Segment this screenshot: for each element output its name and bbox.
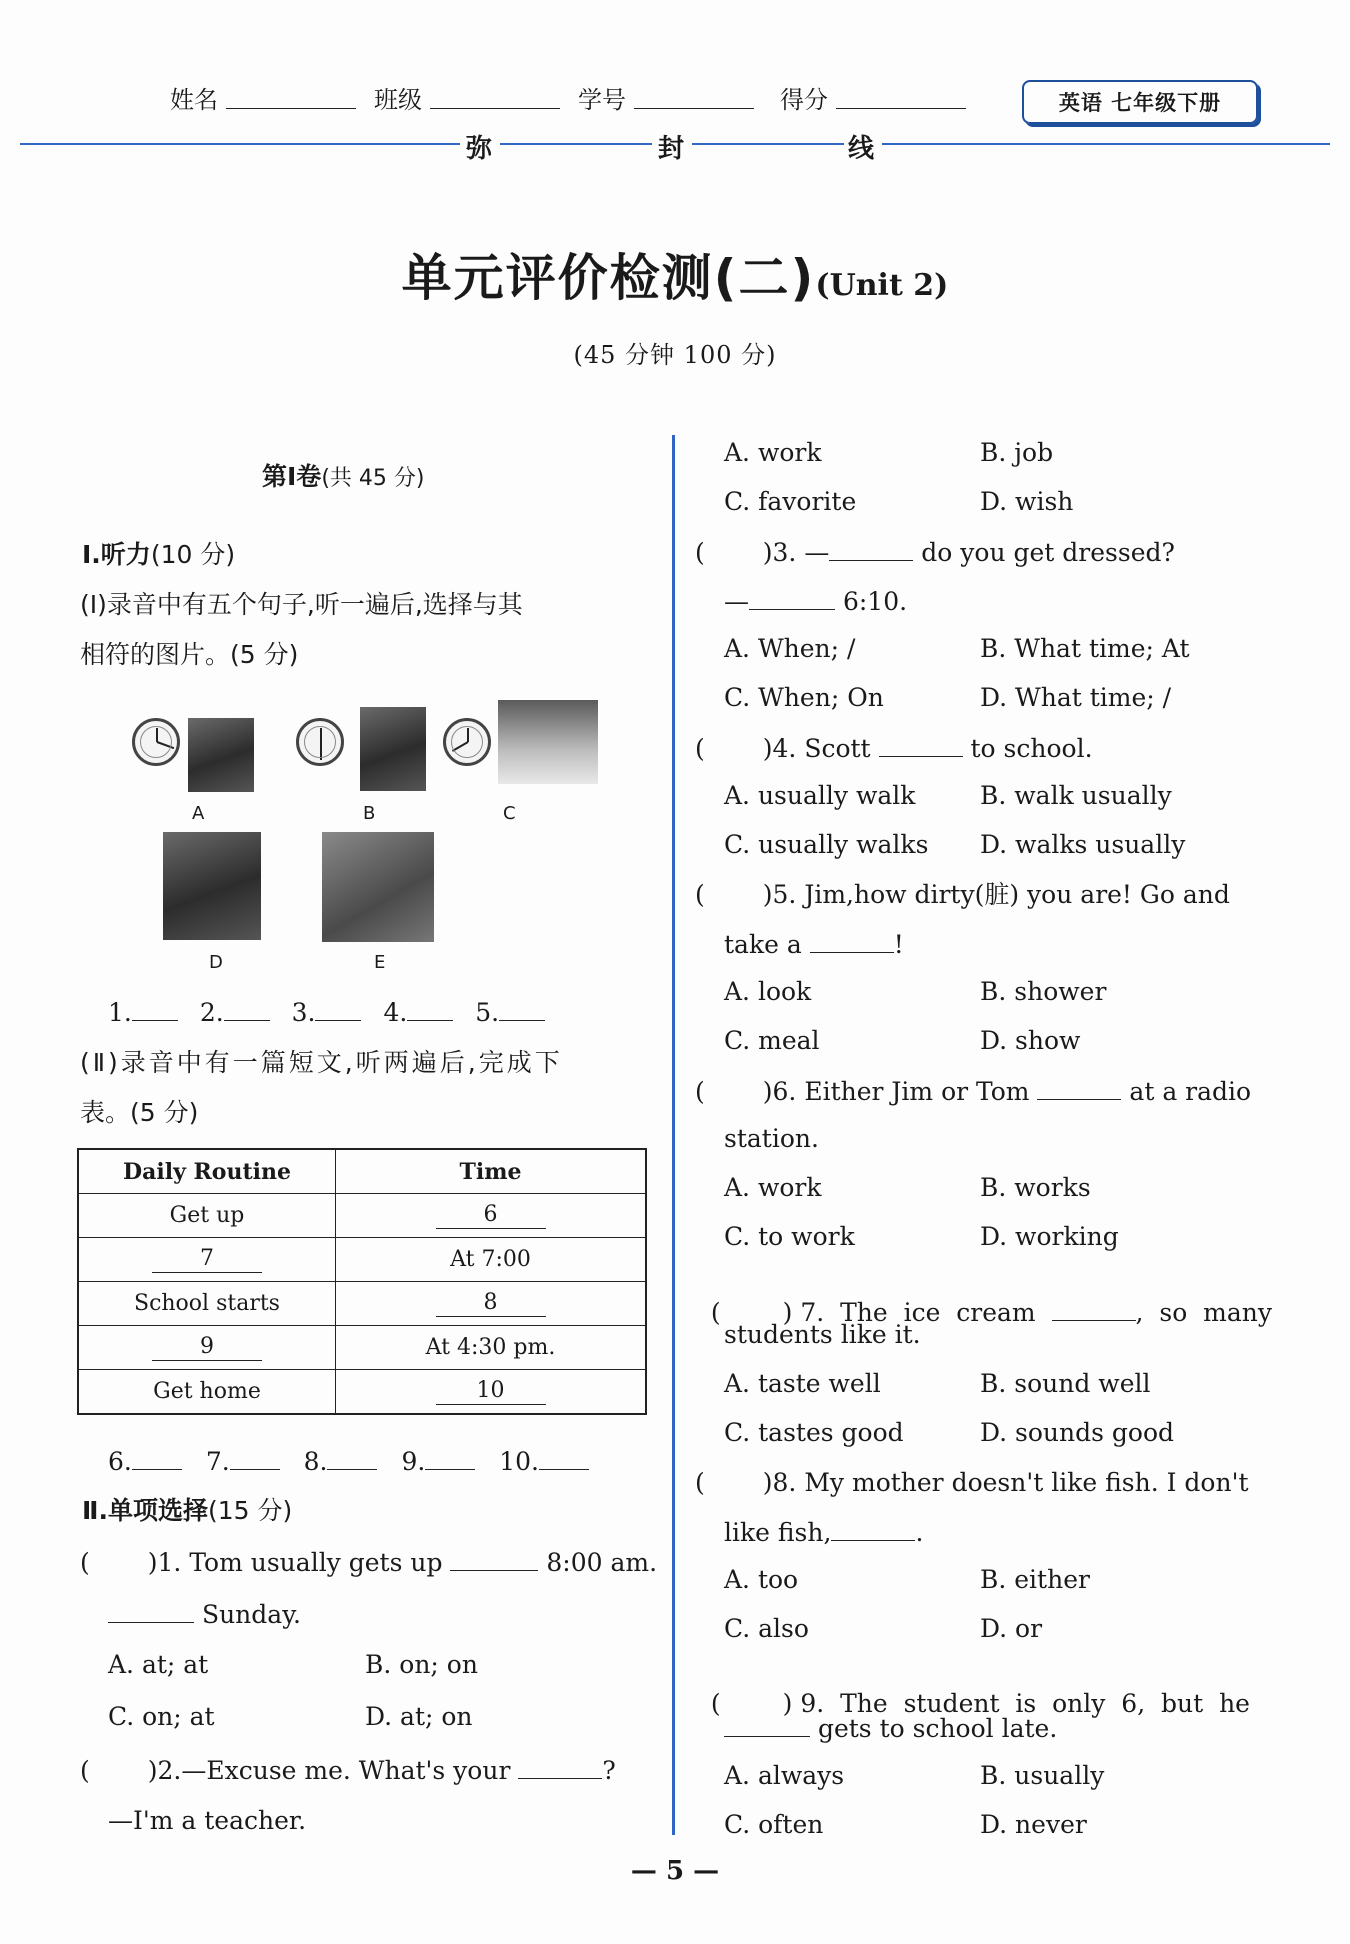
q2-option-d[interactable]: D. wish: [980, 487, 1074, 516]
blank-8[interactable]: 8: [436, 1291, 546, 1316]
q1-text-c: Sunday.: [201, 1600, 301, 1629]
answer-blank-2[interactable]: [224, 998, 270, 1021]
answer-slot-7[interactable]: [721, 1299, 783, 1321]
answer-blank-1[interactable]: [132, 998, 178, 1021]
q9-option-b[interactable]: B. usually: [980, 1761, 1105, 1790]
q5-option-b[interactable]: B. shower: [980, 977, 1107, 1006]
q5-option-a[interactable]: A. look: [724, 977, 812, 1006]
question-1-line-2: [108, 1600, 301, 1627]
answer-paren: (: [710, 1298, 721, 1327]
answer-blank-5[interactable]: [499, 998, 545, 1021]
answer-num-3: 3.: [291, 998, 316, 1027]
choice-score: (15 分): [207, 1496, 293, 1525]
q5-option-c[interactable]: C. meal: [724, 1026, 820, 1055]
q7-option-c[interactable]: C. tastes good: [724, 1418, 904, 1447]
q3-text-c: —: [724, 587, 749, 616]
q8-option-c[interactable]: C. also: [724, 1614, 809, 1643]
answer-blank-9[interactable]: [425, 1447, 475, 1470]
q8-text-b: like fish,: [724, 1518, 832, 1547]
q1-text-b: 8:00 am.: [546, 1548, 658, 1577]
q9-text-a: ) 9. The student is only 6, but he: [782, 1689, 1250, 1718]
q8-text-a: )8. My mother doesn't like fish. I don't: [762, 1468, 1249, 1497]
q4-text-a: )4. Scott: [762, 734, 871, 763]
class-label: 班级: [374, 86, 422, 114]
q1-text-a: )1. Tom usually gets up: [147, 1548, 443, 1577]
q5-text-b: take a: [724, 930, 802, 959]
question-7-line-1: [695, 1273, 1272, 1325]
q1-option-c[interactable]: C. on; at: [108, 1702, 215, 1731]
part1-heading: [262, 464, 424, 490]
q5-text-c: !: [893, 930, 904, 959]
answer-row-1-5: [108, 998, 545, 1025]
question-1-line-1: [80, 1548, 657, 1575]
question-5-line-2: [724, 930, 904, 957]
seal-char-3: 线: [848, 134, 875, 164]
subject-badge: 英语 七年级下册: [1022, 80, 1258, 124]
answer-paren: (: [695, 1468, 705, 1497]
answer-slot-2[interactable]: [90, 1757, 148, 1779]
page-title: [0, 238, 1350, 310]
photo-c-shower: [498, 700, 598, 784]
photo-d-studying: [163, 832, 261, 940]
clock-icon-c: [443, 718, 491, 766]
answer-num-1: 1.: [108, 998, 132, 1027]
table-cell-blank[interactable]: [336, 1282, 647, 1326]
answer-num-4: 4.: [383, 998, 408, 1027]
q2-option-c[interactable]: C. favorite: [724, 487, 857, 516]
q3-text-d: 6:10.: [842, 587, 908, 616]
q6-option-a[interactable]: A. work: [724, 1173, 822, 1202]
listening-score: (10 分): [150, 540, 236, 569]
q6-text-b: at a radio: [1129, 1077, 1252, 1106]
name-label: 姓名: [170, 86, 218, 114]
title-main: 单元评价检测(二): [401, 249, 816, 307]
photo-a-children-walking: [188, 718, 254, 792]
answer-paren: (: [695, 880, 705, 909]
q8-text-c: .: [915, 1518, 924, 1547]
q9-option-c[interactable]: C. often: [724, 1810, 824, 1839]
table-cell-blank[interactable]: [336, 1370, 647, 1415]
answer-blank-3[interactable]: [315, 998, 361, 1021]
q6-option-b[interactable]: B. works: [980, 1173, 1091, 1202]
q8-option-a[interactable]: A. too: [724, 1565, 799, 1594]
q2-blank[interactable]: [518, 1756, 602, 1779]
choice-heading: [82, 1498, 292, 1523]
q7-option-a[interactable]: A. taste well: [724, 1369, 881, 1398]
q2-option-b[interactable]: B. job: [980, 438, 1054, 467]
question-8-line-2: [724, 1518, 923, 1545]
answer-slot-1[interactable]: [90, 1549, 148, 1571]
answer-slot-8[interactable]: [705, 1469, 763, 1491]
q7-option-b[interactable]: B. sound well: [980, 1369, 1151, 1398]
q4-option-a[interactable]: A. usually walk: [724, 781, 916, 810]
table-cell-blank[interactable]: [78, 1326, 336, 1370]
table-row: [78, 1282, 646, 1326]
q3-option-b[interactable]: B. What time; At: [980, 634, 1190, 663]
answer-paren: (: [695, 538, 705, 567]
exam-duration-score: (45 分钟 100 分): [573, 341, 777, 369]
q4-option-b[interactable]: B. walk usually: [980, 781, 1172, 810]
q2-option-a[interactable]: A. work: [724, 438, 822, 467]
answer-paren: (: [80, 1548, 90, 1577]
answer-paren: (: [695, 1077, 705, 1106]
answer-paren: (: [695, 734, 705, 763]
table-row: [78, 1326, 646, 1370]
listening-part1-instr-1: (Ⅰ)录音中有五个句子,听一遍后,选择与其: [80, 590, 523, 619]
q9-text-b: gets to school late.: [817, 1714, 1058, 1743]
q6-option-d[interactable]: D. working: [980, 1222, 1119, 1251]
question-5-line-1: [695, 881, 1230, 907]
seal-line-mid2: [692, 143, 844, 145]
table-cell: School starts: [78, 1282, 336, 1326]
listening-part1-instr-2: 相符的图片。(5 分): [80, 640, 299, 669]
answer-paren: (: [710, 1689, 721, 1718]
table-row: [78, 1194, 646, 1238]
blank-10[interactable]: 10: [436, 1379, 546, 1404]
q7-option-d[interactable]: D. sounds good: [980, 1418, 1175, 1447]
photo-b-runner: [360, 707, 426, 791]
table-cell: At 7:00: [336, 1238, 647, 1282]
q7-text-a: ) 7. The ice cream: [782, 1298, 1036, 1327]
seal-line-left: [20, 143, 460, 145]
q9-option-a[interactable]: A. always: [724, 1761, 845, 1790]
question-3-line-2: [724, 587, 907, 614]
part1-heading-note: (共 45 分): [321, 466, 425, 491]
table-cell-blank[interactable]: [78, 1238, 336, 1282]
q2-text-a: )2.—Excuse me. What's your: [147, 1756, 511, 1785]
q4-text-b: to school.: [970, 734, 1093, 763]
q5-blank[interactable]: [810, 930, 894, 953]
q3-text-a: )3. —: [762, 538, 830, 567]
student-id-field[interactable]: [634, 108, 754, 109]
q6-option-c[interactable]: C. to work: [724, 1222, 855, 1251]
part1-heading-text: 第Ⅰ卷: [262, 462, 322, 491]
clock-icon-b: [296, 718, 344, 766]
q3-option-c[interactable]: C. When; On: [724, 683, 884, 712]
table-cell: Get up: [78, 1194, 336, 1238]
q2-text-b: ?: [602, 1756, 616, 1785]
answer-num-2: 2.: [199, 998, 224, 1027]
seal-char-2: 封: [658, 134, 685, 164]
q2-answer-line: —I'm a teacher.: [108, 1806, 307, 1835]
table-header-row: [78, 1149, 646, 1194]
score-label: 得分: [780, 86, 828, 114]
answer-num-7: 7.: [205, 1447, 230, 1476]
picture-label-d: D: [209, 952, 223, 973]
picture-label-e: E: [374, 952, 386, 973]
table-row: [78, 1370, 646, 1415]
q7-text-b: , so many: [1135, 1298, 1272, 1327]
table-cell: At 4:30 pm.: [336, 1326, 647, 1370]
q1-blank-1[interactable]: [450, 1548, 538, 1571]
q7-text-c: students like it.: [724, 1320, 921, 1349]
student-id-label: 学号: [578, 86, 626, 114]
table-header-routine: Daily Routine: [78, 1149, 336, 1194]
question-4-line-1: [695, 734, 1093, 761]
q9-blank[interactable]: [724, 1714, 810, 1737]
q1-blank-2[interactable]: [108, 1600, 194, 1623]
answer-slot-9[interactable]: [721, 1690, 783, 1712]
answer-blank-7[interactable]: [230, 1447, 280, 1470]
q3-option-a[interactable]: A. When; /: [724, 634, 856, 663]
table-header-time: Time: [336, 1149, 647, 1194]
answer-blank-8[interactable]: [327, 1447, 377, 1470]
table-row: [78, 1238, 646, 1282]
listening-part2-instr-1: (Ⅱ)录音中有一篇短文,听两遍后,完成下: [80, 1048, 563, 1077]
question-6-line-1: [695, 1077, 1251, 1104]
blank-6[interactable]: 6: [436, 1203, 546, 1228]
choice-heading-text: Ⅱ.单项选择: [82, 1496, 208, 1525]
answer-slot-4[interactable]: [705, 735, 763, 757]
answer-paren: (: [80, 1756, 90, 1785]
answer-slot-3[interactable]: [705, 539, 763, 561]
question-9-line-2: [724, 1714, 1057, 1741]
q7-blank[interactable]: [1052, 1298, 1136, 1321]
q9-option-d[interactable]: D. never: [980, 1810, 1087, 1839]
answer-row-6-10: [108, 1447, 589, 1474]
photo-e-child: [322, 832, 434, 942]
q4-blank[interactable]: [879, 734, 963, 757]
listening-heading: [82, 542, 235, 567]
q3-blank-2[interactable]: [749, 587, 835, 610]
question-9-line-1: [695, 1665, 1250, 1716]
q1-option-d[interactable]: D. at; on: [365, 1702, 473, 1731]
name-field[interactable]: [226, 108, 356, 109]
listening-heading-text: Ⅰ.听力: [82, 540, 151, 569]
picture-label-c: C: [503, 803, 516, 824]
clock-icon-a: [132, 718, 180, 766]
q4-option-d[interactable]: D. walks usually: [980, 830, 1186, 859]
class-field[interactable]: [430, 108, 560, 109]
answer-num-8: 8.: [303, 1447, 328, 1476]
answer-num-6: 6.: [108, 1447, 132, 1476]
answer-blank-10[interactable]: [539, 1447, 589, 1470]
q8-blank[interactable]: [831, 1518, 915, 1541]
q3-text-b: do you get dressed?: [921, 538, 1175, 567]
daily-routine-table: [77, 1148, 647, 1415]
picture-label-b: B: [363, 803, 376, 824]
q4-option-c[interactable]: C. usually walks: [724, 830, 929, 859]
answer-blank-4[interactable]: [407, 998, 453, 1021]
question-8-line-1: [695, 1469, 1249, 1495]
q3-option-d[interactable]: D. What time; /: [980, 683, 1172, 712]
q5-option-d[interactable]: D. show: [980, 1026, 1081, 1055]
listening-part2-instr-2: 表。(5 分): [80, 1098, 199, 1127]
blank-7[interactable]: 7: [152, 1247, 262, 1272]
score-field[interactable]: [836, 108, 966, 109]
q6-blank[interactable]: [1037, 1077, 1121, 1100]
answer-slot-6[interactable]: [705, 1078, 763, 1100]
q6-text-c: station.: [724, 1124, 819, 1153]
seal-char-1: 弥: [466, 134, 493, 164]
picture-label-a: A: [192, 803, 205, 824]
table-cell: Get home: [78, 1370, 336, 1415]
q5-text-a: )5. Jim,how dirty(脏) you are! Go and: [762, 880, 1230, 909]
table-cell-blank[interactable]: [336, 1194, 647, 1238]
column-divider: [672, 435, 675, 1835]
seal-line-mid1: [500, 143, 652, 145]
seal-line-right: [882, 143, 1330, 145]
blank-9[interactable]: 9: [152, 1335, 262, 1360]
answer-slot-5[interactable]: [705, 881, 763, 903]
q3-blank-1[interactable]: [829, 538, 913, 561]
answer-num-10: 10.: [499, 1447, 540, 1476]
q8-option-b[interactable]: B. either: [980, 1565, 1090, 1594]
answer-num-5: 5.: [475, 998, 500, 1027]
q6-text-a: )6. Either Jim or Tom: [762, 1077, 1030, 1106]
page-number: — 5 —: [630, 1856, 720, 1886]
q8-option-d[interactable]: D. or: [980, 1614, 1043, 1643]
answer-blank-6[interactable]: [132, 1447, 182, 1470]
title-sub: (Unit 2): [815, 268, 949, 303]
q1-option-a[interactable]: A. at; at: [108, 1650, 209, 1679]
answer-num-9: 9.: [401, 1447, 426, 1476]
question-3-line-1: [695, 538, 1175, 565]
question-2-line-1: [80, 1756, 616, 1783]
q1-option-b[interactable]: B. on; on: [365, 1650, 478, 1679]
